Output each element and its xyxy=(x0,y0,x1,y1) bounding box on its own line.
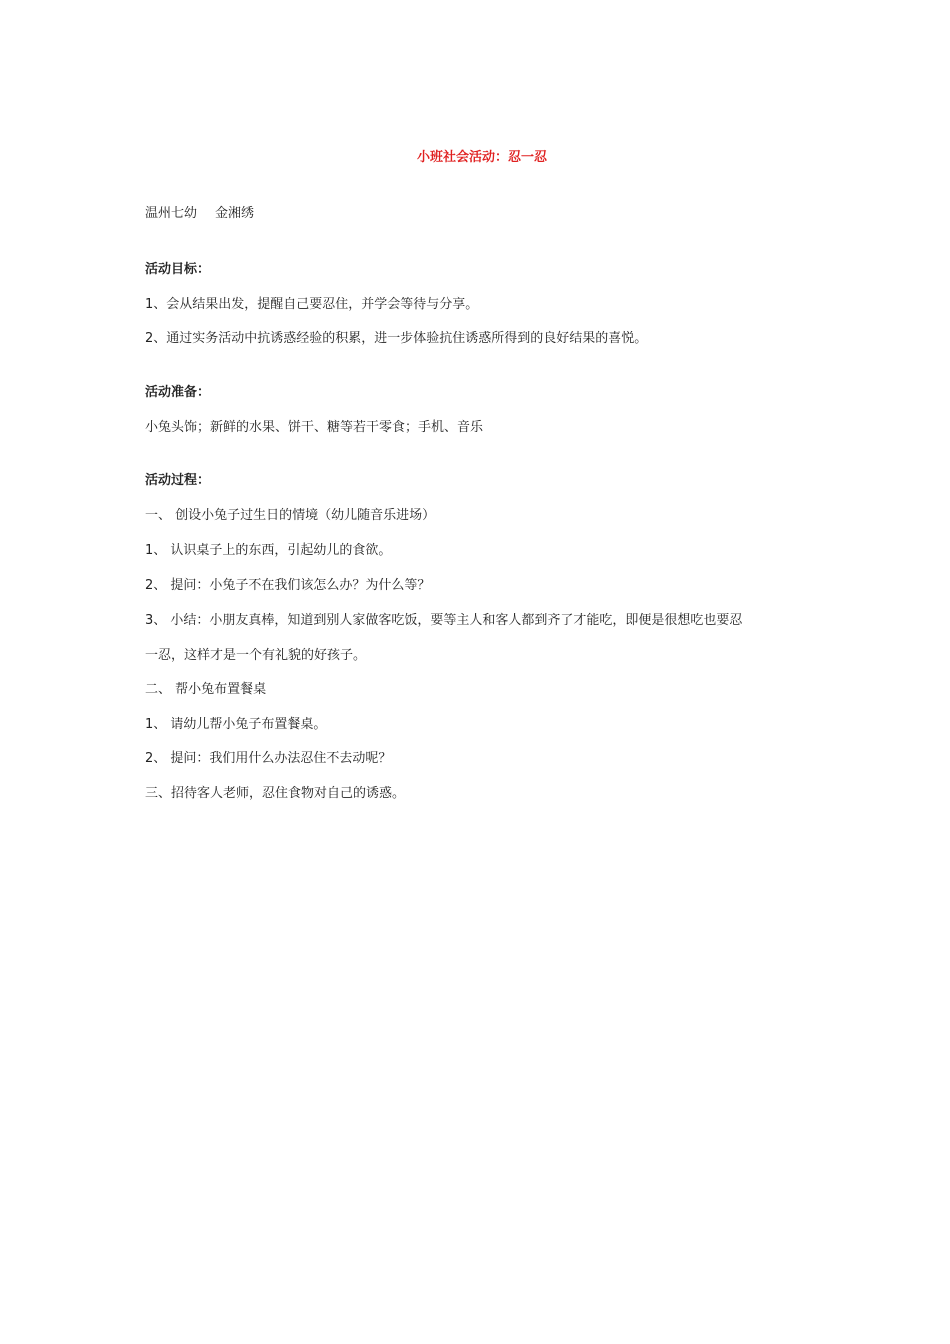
goals-heading: 活动目标： xyxy=(145,262,211,277)
process-heading: 活动过程： xyxy=(145,473,211,488)
goal-2-text: 、通过实务活动中抗诱惑经验的积累，进一步体验抗住诱惑所得到的良好结果的喜悦。 xyxy=(153,331,648,346)
step-2-item-1-text: 、 请幼儿帮小兔子布置餐桌。 xyxy=(153,717,327,732)
goal-1-text: 、会从结果出发，提醒自己要忍住，并学会等待与分享。 xyxy=(153,297,479,312)
step-2-item-2-text: 、 提问：我们用什么办法忍住不去动呢？ xyxy=(153,751,392,766)
step-1-item-3 xyxy=(145,612,742,630)
step-1-item-1-number: 1 xyxy=(145,543,154,558)
prep-heading: 活动准备： xyxy=(145,385,211,400)
goal-item-2 xyxy=(145,330,647,348)
step-1-item-3-text: 、 小结：小朋友真棒，知道到别人家做客吃饭，要等主人和客人都到齐了才能吃，即便是很想吃也要忍 xyxy=(153,613,743,628)
goal-1-number: 1 xyxy=(145,297,154,312)
step-1-item-2-text: 、 提问：小兔子不在我们该怎么办？为什么等？ xyxy=(153,578,431,593)
step-1-item-1 xyxy=(145,542,391,560)
step-1-title: 一、 创设小兔子过生日的情境（幼儿随音乐进场） xyxy=(145,508,436,523)
step-3-title: 三、招待客人老师，忍住食物对自己的诱惑。 xyxy=(145,786,406,801)
document-title: 小班社会活动：忍一忍 xyxy=(416,150,547,165)
step-1-item-3-continued: 一忍，这样才是一个有礼貌的好孩子。 xyxy=(145,648,367,663)
step-1-item-1-text: 、 认识桌子上的东西，引起幼儿的食欲。 xyxy=(153,543,392,558)
step-1-item-2-number: 2 xyxy=(145,578,154,593)
prep-text: 小兔头饰；新鲜的水果、饼干、糖等若干零食；手机、音乐 xyxy=(145,420,484,435)
step-2-item-2-number: 2 xyxy=(145,751,154,766)
step-2-item-2 xyxy=(145,750,391,768)
step-2-item-1 xyxy=(145,716,326,734)
step-1-item-2 xyxy=(145,577,430,595)
author-name: 金湘绣 xyxy=(215,206,255,221)
step-2-item-1-number: 1 xyxy=(145,717,154,732)
author-school: 温州七幼 xyxy=(145,206,198,221)
step-1-item-3-number: 3 xyxy=(145,613,154,628)
author-line xyxy=(145,205,254,223)
goal-item-1 xyxy=(145,296,478,314)
goal-2-number: 2 xyxy=(145,331,154,346)
step-2-title: 二、 帮小兔布置餐桌 xyxy=(145,682,267,697)
